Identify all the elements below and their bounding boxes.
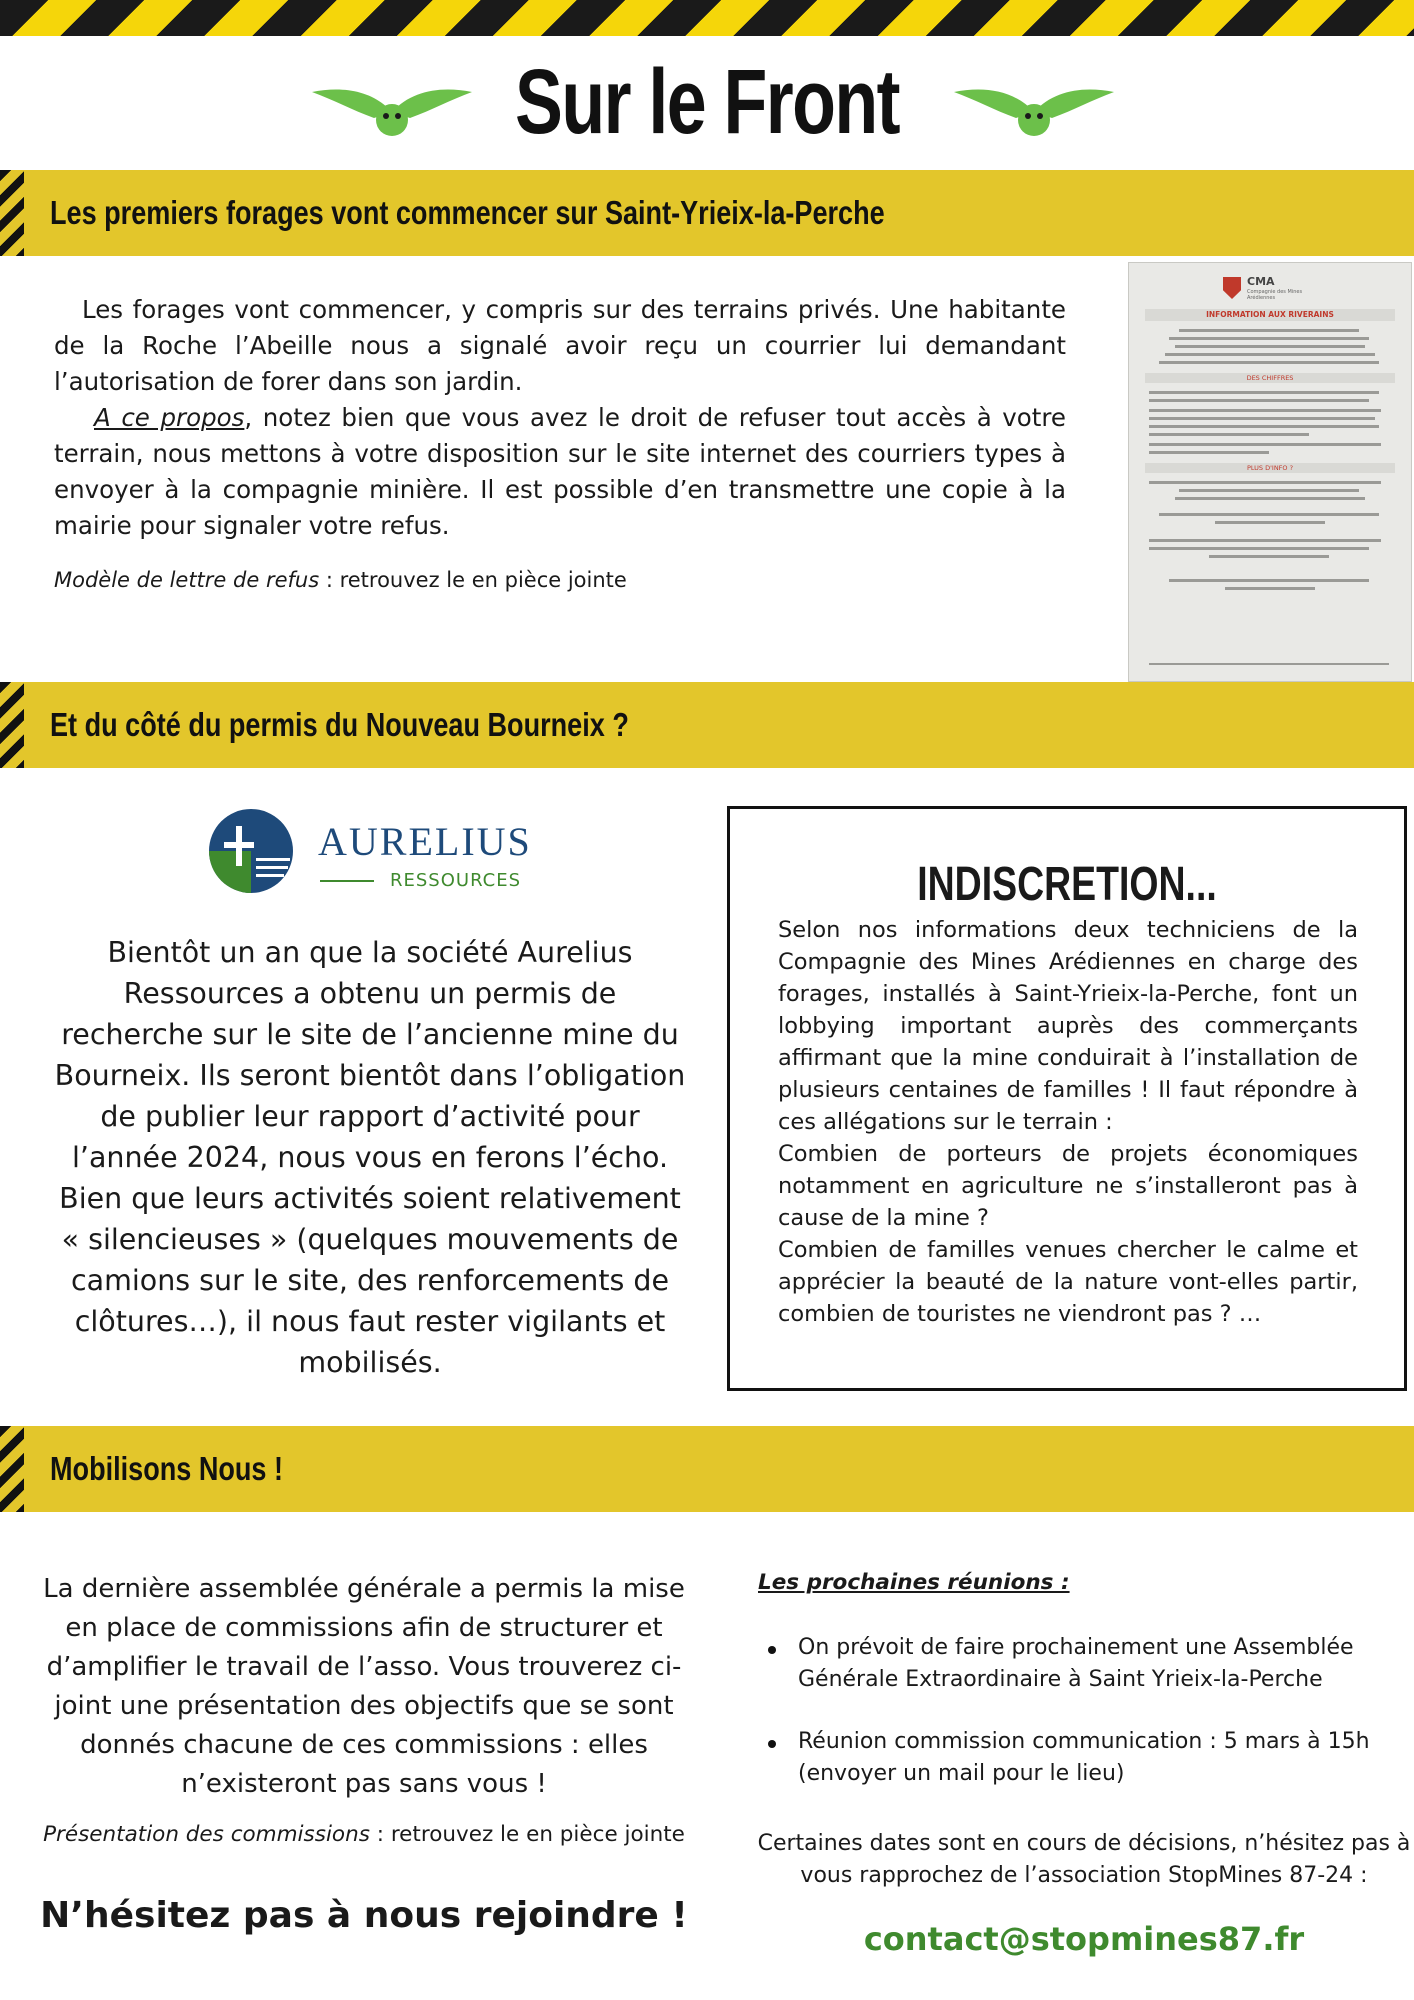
cma-notice-image — [1128, 262, 1412, 682]
banner-stripes — [0, 1426, 24, 1512]
section-banner-bourneix — [0, 682, 1414, 768]
section-banner-mobilisons — [0, 1426, 1414, 1512]
section-banner-forages — [0, 170, 1414, 256]
notice-more-heading: PLUS D'INFO ? — [1145, 463, 1395, 473]
commissions-article: La dernière assemblée générale a permis la mise en place de commissions afin de structurer et d’amplifier le travail de l’asso. Vous trouverez ci-joint une présentation des objectifs que se sont donnés chacune de ces commissions : elles n’existeront pas sans vous ! — [43, 1574, 685, 1799]
indiscretion-text — [778, 914, 1358, 1330]
indiscretion-paragraph: Selon nos informations deux techniciens de la Compagnie des Mines Arédiennes en charge des forages, installés à Saint-Yrieix-la-Perche, font un lobbying important auprès des commerçants affirmant que la mine conduirait à l’installation de plusieurs centaines de familles ! Il faut répondre à ces allégations sur le terrain : — [778, 917, 1358, 1135]
aurelius-logo-icon — [206, 806, 296, 896]
attachment-note: Modèle de lettre de refus : retrouvez le en pièce jointe — [54, 568, 627, 592]
forages-article — [54, 292, 1066, 598]
contact-text: Certaines dates sont en cours de décisions, n’hésitez pas à vous rapprochez de l’association StopMines 87-24 : — [757, 1831, 1411, 1888]
join-callout: N’hésitez pas à nous rejoindre ! — [40, 1895, 688, 1936]
article-paragraph: A ce propos, notez bien que vous avez le droit de refuser tout accès à votre terrain, nous mettons à votre disposition sur le site internet des courriers types à envoyer à la compagnie minière. Il est possible d’en transmettre une copie à la mairie pour signaler votre refus. — [54, 403, 1066, 540]
banner-stripes — [0, 170, 24, 256]
aurelius-logo-name: AURELIUS — [318, 819, 532, 864]
section-heading: Mobilisons Nous ! — [50, 1450, 284, 1487]
section-heading: Les premiers forages vont commencer sur Saint-Yrieix-la-Perche — [50, 194, 885, 231]
cma-brand-sub: Compagnie des Mines Arédiennes — [1247, 289, 1303, 301]
indiscretion-box — [727, 806, 1407, 1391]
notice-figures-heading: DES CHIFFRES — [1145, 373, 1395, 383]
bullet-icon — [768, 1740, 776, 1748]
hazard-stripe-top — [0, 0, 1414, 36]
meeting-item: On prévoit de faire prochainement une Assemblée Générale Extraordinaire à Saint Yrieix-la-Perche — [768, 1632, 1408, 1696]
aurelius-article: Bientôt un an que la société Aurelius Ressources a obtenu un permis de recherche sur le site de l’ancienne mine du Bourneix. Ils seront bientôt dans l’obligation de publier leur rapport d’activité pour l’année 2024, nous vous en ferons l’écho. Bien que leurs activités soient relativement « silencieuses » (quelques mouvements de camions sur le site, des renforcements de clôtures…), il nous faut rester vigilants et mobilisés. — [54, 936, 686, 1379]
cma-logo-icon — [1223, 277, 1241, 299]
indiscretion-paragraph: Combien de porteurs de projets économiques notamment en agriculture ne s’installeront pas à cause de la mine ? — [778, 1141, 1358, 1231]
aurelius-logo-sub: RESSOURCES — [390, 870, 522, 891]
logo-rule — [320, 880, 374, 882]
meeting-item: Réunion commission communication : 5 mars à 15h (envoyer un mail pour le lieu) — [768, 1726, 1408, 1790]
section-heading: Et du côté du permis du Nouveau Bourneix ? — [50, 706, 629, 743]
owl-icon-right — [954, 82, 1114, 136]
contact-email-link[interactable]: contact@stopmines87.fr — [863, 1920, 1305, 1958]
notice-heading: INFORMATION AUX RIVERAINS — [1145, 309, 1395, 321]
attachment-note: Présentation des commissions : retrouvez le en pièce jointe — [43, 1822, 685, 1847]
indiscretion-paragraph: Combien de familles venues chercher le calme et apprécier la beauté de la nature vont-elles partir, combien de touristes ne viendront pas ? … — [778, 1237, 1358, 1327]
meetings-title: Les prochaines réunions : — [758, 1570, 1070, 1595]
banner-stripes — [0, 682, 24, 768]
indiscretion-title: INDISCRETION... — [917, 858, 1217, 911]
cma-brand: CMA — [1247, 275, 1275, 288]
bullet-icon — [768, 1646, 776, 1654]
article-paragraph: Les forages vont commencer, y compris sur des terrains privés. Une habitante de la Roche l’Abeille nous a signalé avoir reçu un courrier lui demandant l’autorisation de forer dans son jardin. — [54, 295, 1066, 396]
page-title: Sur le Front — [515, 51, 899, 153]
